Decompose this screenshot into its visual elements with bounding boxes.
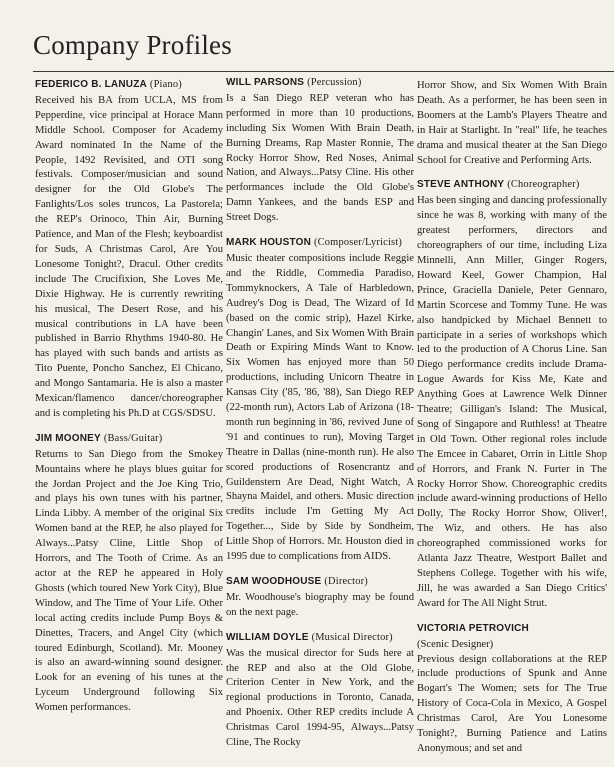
profile-role: (Director) <box>324 576 368 587</box>
profile-bio: Received his BA from UCLA, MS from Pepperdine, vice principal at Horace Mann Middle School. Composer for Academy Award nominated In the Name of the People, 1492 Revisited, and OTI song festivals. Composer/musician and sound designer for the Old Globe's The Fanlights/Los soles truncos, La Pastorela; the REP's Orinoco, Thin Air, Burning Patience, and Man of the Flesh; keyboardist for Suds, A Christmas Carol, Are You Lonesome Tonight?, Dracul. Other credits include The Crucifixion, She Loves Me, Dixie Highway. He is currently rewriting his musical, The Desert Rose, and his musical contributions in LA have been published in Barrio Rhythms 1940-80. He has played with such bands and artists as Tito Puente, Poncho Sanchez, El Chicano, and Mongo Santamaria. He is also a master Mexican/flamenco dancer/choreographer and is completing his Ph.D at CGS/SDSU. <box>35 94 223 419</box>
profile-role: (Bass/Guitar) <box>103 432 163 444</box>
profile-william-doyle-continued <box>417 79 607 168</box>
profile-bio: Returns to San Diego from the Smokey Mountains where he plays blues guitar for the Jordan Project and the Joe King Trio, and plays his own tunes with his partner, Linda Libby. A member of the original Six Women band at the REP, he also played for Always...Patsy Cline, Little Shop of Horrors, and The Tooth of Crime. As an actor at the REP he appeared in Holy Ghosts (which toured New York City), Blue Window, and The Time of Your Life. Other local acting credits include Pump Boys & Dinettes, Tracers, and Angel City (which toured Edinburgh, Scotland). Mr. Mooney is also an award-winning sound designer. Look for an evening of his tunes at the Lyceum Underground following Six Women performances. <box>35 448 223 714</box>
profile-bio: Was the musical director for Suds here at the REP and also at the Old Globe, Criterion Center in New York, and the regional productions in Toronto, Canada, and Phoenix. Other REP credits include A Christmas Carol 1994-95, Always...Patsy Cline, The Rocky <box>226 647 414 749</box>
profile-mark-houston <box>226 236 414 565</box>
profile-steve-anthony <box>417 178 607 611</box>
profile-will-parsons <box>226 76 414 226</box>
profile-bio: Horror Show, and Six Women With Brain Death. As a performer, he has been seen in Boomers at the Lamb's Players Theatre and in Hair at Starlight. In "real" life, he teaches drama and musical theater at the San Diego School for Creative and Performing Arts. <box>417 80 607 166</box>
profile-role: (Piano) <box>149 79 182 90</box>
profile-name: MARK HOUSTON <box>226 237 311 249</box>
profile-name: WILLIAM DOYLE <box>226 631 309 643</box>
profile-william-doyle <box>226 631 414 751</box>
profile-bio: Has been singing and dancing professionally since he was 8, working with many of the greatest performers, directors and choreographers of our time, including Liza Minnelli, Ann Miller, Ginger Rogers, Howard Keel, Gower Champion, Hal Prince, Graciella Daniele, Peter Gennaro, Martin Scorcese and Tommy Tune. He was also handpicked by Michael Bennett to participate in a series of workshops which led to the production of A Chorus Line. San Diego performance credits include Drama-Logue Awards for Kiss Me, Kate and Anything Goes at Lawrence Welk Dinner Theatre; Gilligan's Island: The Musical, Song of Singapore and Ruthless! at Theatre in Old Town. Other regional roles include The Emcee in Cabaret, Orrin in Little Shop of Horrors, and Frank N. Furter in The Rocky Horror Show. Choreographic credits include award-winning productions of Hello Dolly, The Rocky Horror Show, Oliver!, The Wiz, and others. He has also choreographed commissioned works for Atlanta Jazz Theatre, Westport Ballet and Stephens College. Together with his wife, Jill, he was awarded a San Diego Critics' Award for The All Night Strut. <box>417 195 607 609</box>
profile-federico-lanuza <box>35 78 223 422</box>
column-2 <box>226 76 414 761</box>
profile-name: SAM WOODHOUSE <box>226 576 322 587</box>
column-1 <box>35 78 223 726</box>
profile-role: (Percussion) <box>307 77 362 88</box>
profile-victoria-petrovich <box>417 622 607 757</box>
page-title: Company Profiles <box>33 30 232 60</box>
profile-bio: Previous design collaborations at the REP include productions of Spunk and Anne Bogart's The Women; sets for The True History of Coca-Cola in Mexico, A Gospel Christmas Carol, Are You Lonesome Tonight?, Burning Patience and Latins Anonymous; and set and <box>417 653 607 754</box>
profile-role: (Choreographer) <box>507 179 580 191</box>
profile-name: VICTORIA PETROVICH <box>417 622 529 634</box>
profile-bio: Music theater compositions include Reggie and the Riddle, Commedia Paradiso, Tommyknockers, A Tale of Harbledown, Audrey's Dog is Dead, The Wizard of Id (based on the comic strip), Hazel Kirke, Changin' Lanes, and Six Women With Brain Death or Expiring Minds Want to Know. Six Women has enjoyed more than 50 productions, including Unicorn Theatre in Kansas City ('85, '86, '88), San Diego REP (22-month run), Actors Lab of Arizona (18-month run beginning in '86, revived June of '91 and continues to run), Moving Target Theatre in Dallas (nine-month run). He also scored productions of Rosencrantz and Guildenstern Are Dead, Night Watch, A Shayna Maidel, and others. Music direction credits include I'm Getting My Act Together..., Side by Side by Sondheim, Little Shop of Horrors. Mr. Houston died in 1995 due to complications from AIDS. <box>226 252 414 563</box>
profile-bio: Is a San Diego REP veteran who has performed in more than 10 productions, including Six Women With Brain Death, Burning Dreams, Rap Master Ronnie, The Rocky Horror Show, Red Noses, Animal Nation, and Always...Patsy Cline. His other performances include the Old Globe's Damn Yankees, and the bands ESP and Street Dogs. <box>226 92 414 224</box>
profile-role: (Composer/Lyricist) <box>313 237 403 249</box>
profile-name: FEDERICO B. LANUZA <box>35 79 147 90</box>
profile-name: STEVE ANTHONY <box>417 179 505 191</box>
profile-role: (Scenic Designer) <box>417 638 494 650</box>
profile-role: (Musical Director) <box>311 631 393 643</box>
profile-sam-woodhouse <box>226 575 414 621</box>
profile-name: WILL PARSONS <box>226 77 305 88</box>
profile-name: JIM MOONEY <box>35 432 101 444</box>
column-3 <box>417 79 607 767</box>
profile-jim-mooney <box>35 432 223 716</box>
title-rule <box>33 71 614 72</box>
profile-bio: Mr. Woodhouse's biography may be found on the next page. <box>226 591 414 618</box>
